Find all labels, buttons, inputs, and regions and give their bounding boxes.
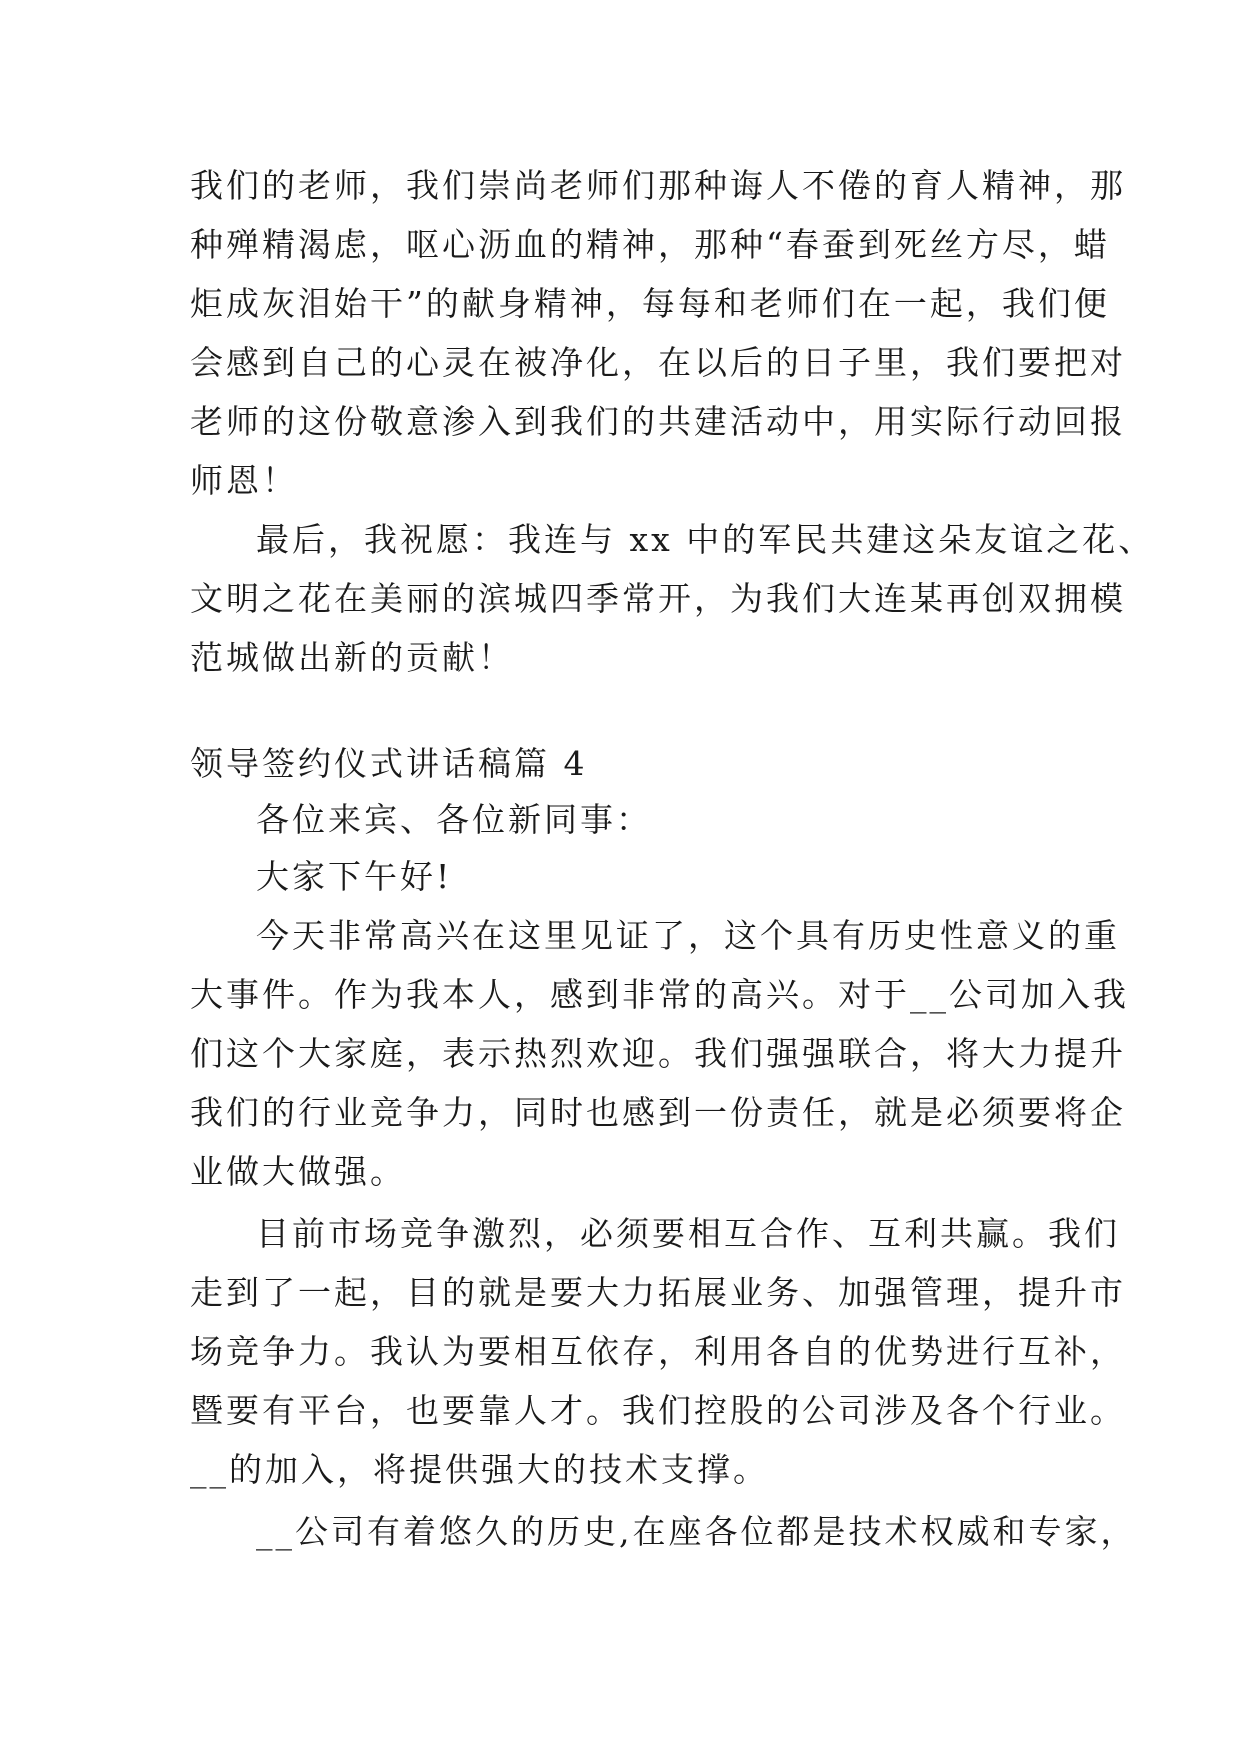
body-text-line: 大事件。作为我本人，感到非常的高兴。对于__公司加入我 <box>190 975 1129 1014</box>
body-text-line: 老师的这份敬意渗入到我们的共建活动中，用实际行动回报 <box>190 402 1126 441</box>
body-text-line: 师恩！ <box>190 461 298 500</box>
body-text-line: 我们的老师，我们崇尚老师们那种诲人不倦的育人精神，那 <box>190 166 1126 205</box>
body-text-line: 场竞争力。我认为要相互依存，利用各自的优势进行互补， <box>190 1332 1126 1371</box>
body-text-line: 们这个大家庭，表示热烈欢迎。我们强强联合，将大力提升 <box>190 1034 1126 1073</box>
greeting-line: 大家下午好! <box>256 857 453 896</box>
paragraph-first-line: __公司有着悠久的历史,在座各位都是技术权威和专家， <box>256 1512 1137 1551</box>
body-text-line: 会感到自己的心灵在被净化，在以后的日子里，我们要把对 <box>190 343 1126 382</box>
paragraph-first-line: 目前市场竞争激烈，必须要相互合作、互利共赢。我们 <box>256 1214 1120 1253</box>
body-text-line: 暨要有平台，也要靠人才。我们控股的公司涉及各个行业。 <box>190 1391 1126 1430</box>
body-text-line: 范城做出新的贡献！ <box>190 638 514 677</box>
paragraph-first-line: 最后，我祝愿：我连与 xx 中的军民共建这朵友谊之花、 <box>256 520 1155 559</box>
paragraph-first-line: 今天非常高兴在这里见证了，这个具有历史性意义的重 <box>256 916 1120 955</box>
body-text-line: __的加入，将提供强大的技术支撑。 <box>190 1450 769 1489</box>
body-text-line: 种殚精渴虑，呕心沥血的精神，那种“春蚕到死丝方尽，蜡 <box>190 225 1110 264</box>
body-text-line: 业做大做强。 <box>190 1152 406 1191</box>
salutation-line: 各位来宾、各位新同事： <box>256 800 652 839</box>
body-text-line: 炬成灰泪始干”的献身精神，每每和老师们在一起，我们便 <box>190 284 1110 323</box>
body-text-line: 走到了一起，目的就是要大力拓展业务、加强管理，提升市 <box>190 1273 1126 1312</box>
body-text-line: 我们的行业竞争力，同时也感到一份责任，就是必须要将企 <box>190 1093 1126 1132</box>
section-heading: 领导签约仪式讲话稿篇 4 <box>190 744 588 783</box>
body-text-line: 文明之花在美丽的滨城四季常开，为我们大连某再创双拥模 <box>190 579 1126 618</box>
